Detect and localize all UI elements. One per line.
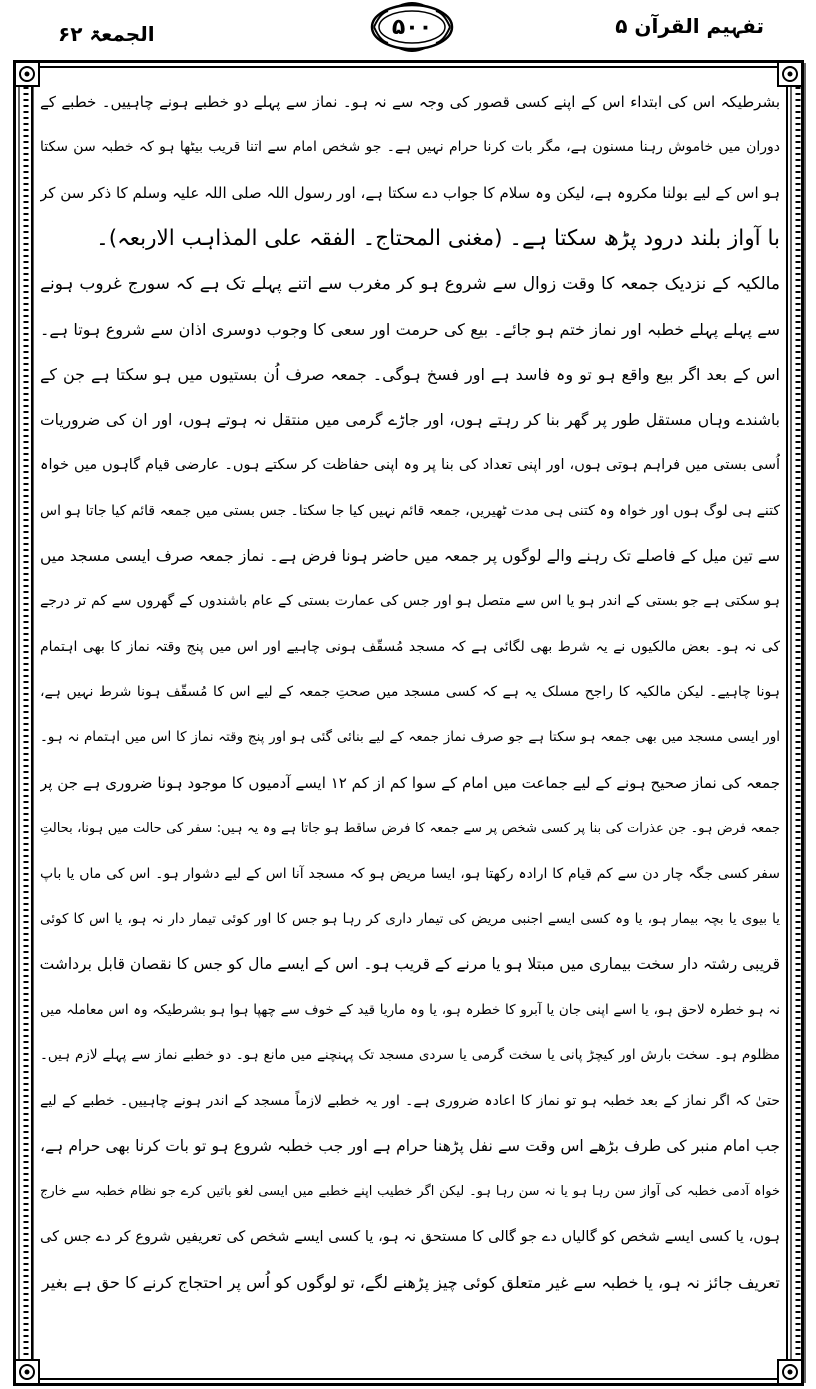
text-line: سے پہلے پہلے خطبہ اور نماز ختم ہو جائے۔ بیع کی حرمت اور سعی کا وجوب دوسری اذان سے شروع ہوتا ہے۔ [40,319,780,339]
text-line: مالکیہ کے نزدیک جمعہ کا وقت زوال سے شروع ہو کر مغرب سے اتنے پہلے تک ہے کہ سورج غروب ہونے [40,273,780,294]
corner-ornament-icon [776,60,804,88]
surah-title: الجمعۃ ۶۲ [58,22,155,46]
text-line: ہو سکتی ہے جو بستی کے اندر ہو یا اس سے متصل ہو اور جس کی عمارت بستی کے عام باشندوں کے گھروں سے کم تر درجے [40,593,780,610]
text-line: دوران میں خاموش رہنا مسنون ہے، مگر بات کرنا حرام نہیں ہے۔ جو شخص امام سے اتنا قریب بیٹھا ہو کہ خطبہ سن سکتا [40,139,780,156]
page-header [0,0,816,62]
text-line: مظلوم ہو۔ سخت بارش اور کیچڑ پانی یا سخت گرمی یا سردی مسجد تک پہنچنے میں مانع ہو۔ دو خطبے نماز سے پہلے لازم ہیں۔ [40,1047,780,1064]
text-line: ہونا چاہیے۔ لیکن مالکیہ کا راجح مسلک یہ ہے کہ کسی مسجد میں صحتِ جمعہ کے لیے اس کا مُسقّف ہونا شرط نہیں ہے، [40,684,780,701]
book-title: تفہیم القرآن ۵ [615,14,764,38]
text-line: قریبی رشتہ دار سخت بیماری میں مبتلا ہو یا مرنے کے قریب ہو۔ اس کے ایسے مال کو جس کا نقصان قابل برداشت [40,955,780,974]
corner-ornament-icon [13,1358,41,1386]
corner-ornament-icon [776,1358,804,1386]
text-line: سفر کسی جگہ چار دن سے کم قیام کا ارادہ رکھتا ہو، ایسا مریض ہو کہ مسجد آنا اس کے لیے دشوار ہو۔ اس کی ماں یا باپ [40,865,780,882]
text-line: جمعہ کی نماز صحیح ہونے کے لیے جماعت میں امام کے سوا کم از کم ۱۲ ایسے آدمیوں کا موجود ہونا ضروری ہے جن پر [40,773,780,792]
text-line: خواہ آدمی خطبہ کی آواز سن رہا ہو یا نہ سن رہا ہو۔ لیکن اگر خطیب اپنے خطبے میں ایسی لغو باتیں کرے جو نظام خطبہ سے خارج [40,1184,780,1200]
text-line: یا بیوی یا بچہ بیمار ہو، یا وہ کسی ایسے اجنبی مریض کی تیمار داری کر رہا ہو جس کا اور کوئی تیمار دار نہ ہو، یا اس کا کوئی [40,911,780,928]
border-ornament-right [788,63,808,1383]
text-line: ہو اس کے لیے بولنا مکروہ ہے، لیکن وہ سلام کا جواب دے سکتا ہے، اور رسول اللہ صلی اللہ علیہ وسلم کا ذکر سن کر [40,183,780,202]
text-line: اس کے بعد اگر بیع واقع ہو تو وہ فاسد ہے اور فسخ ہوگی۔ جمعہ صرف اُن بستیوں میں ہو سکتا ہے جن کے [40,365,780,385]
text-line: حتیٰ کہ اگر نماز کے بعد خطبہ ہو تو نماز کا اعادہ ضروری ہے۔ اور یہ خطبے لازماً مسجد کے اندر ہونے چاہییں۔ خطبے کے لیے [40,1092,780,1109]
text-line: ہوں، یا کسی ایسے شخص کو گالیاں دے جو گالی کا مستحق نہ ہو، یا کسی ایسے شخص کی تعریفیں شروع کر دے جس کی [40,1228,780,1245]
page-body-text [40,80,780,1376]
corner-ornament-icon [13,60,41,88]
text-line: کی نہ ہو۔ بعض مالکیوں نے یہ شرط بھی لگائی ہے کہ مسجد مُسقّف ہونی چاہیے اور اس میں پنج وقتہ نماز کا بھی اہتمام [40,638,780,655]
text-line: اُسی بستی میں فراہم ہوتی ہوں، اور اپنی تعداد کی بنا پر وہ اپنی حفاظت کر سکتے ہوں۔ عارضی قیام گاہوں میں خواہ [40,457,780,474]
text-line: بشرطیکہ اس کی ابتداء اس کے اپنے کسی قصور کی وجہ سے نہ ہو۔ نماز سے پہلے دو خطبے ہونے چاہییں۔ خطبے کے [40,93,780,111]
page-number: ۵۰۰ [391,15,433,40]
text-line: با آواز بلند درود پڑھ سکتا ہے۔ (مغنی المحتاج۔ الفقہ علی المذاہب الاربعہ)۔ [96,226,780,252]
text-line: کتنے ہی لوگ ہوں اور خواہ وہ کتنی ہی مدت ٹھیریں، جمعہ قائم نہیں کیا جا سکتا۔ جس بستی میں جمعہ قائم کیا جاتا ہو اس [40,502,780,519]
text-line: نہ ہو خطرہ لاحق ہو، یا اسے اپنی جان یا آبرو کا خطرہ ہو، یا وہ ماریا قید کے خوف سے چھپا ہوا ہو بشرطیکہ وہ اس معاملہ میں [40,1001,780,1018]
text-line: تعریف جائز نہ ہو، یا خطبہ سے غیر متعلق کوئی چیز پڑھنے لگے، تو لوگوں کو اُس پر احتجاج کرنے کا حق ہے بغیر [41,1273,780,1293]
text-line: باشندے وہاں مستقل طور پر گھر بنا کر رہتے ہوں، اور جاڑے گرمی میں منتقل نہ ہوتے ہوں، اور ان کی ضروریات [40,410,780,429]
text-line: سے تین میل کے فاصلے تک رہنے والے لوگوں پر جمعہ میں حاضر ہونا فرض ہے۔ نماز جمعہ صرف ایسی مسجد میں [40,546,780,565]
page-number-ornament [369,2,455,52]
text-line: اور ایسی مسجد میں بھی جمعہ ہو سکتا ہے جو صرف نماز جمعہ کے لیے بنائی گئی ہو اور پنج وقتہ نماز کا اس میں اہتمام نہ ہو۔ [40,729,780,746]
text-line: جب امام منبر کی طرف بڑھے اس وقت سے نفل پڑھنا حرام ہے اور جب خطبہ شروع ہو تو بات کرنا بھی حرام ہے، [40,1136,780,1155]
border-ornament-left [16,63,36,1383]
text-line: جمعہ فرض ہو۔ جن عذرات کی بنا پر کسی شخص پر سے جمعہ کا فرض ساقط ہو جاتا ہے وہ یہ ہیں: سفر کی حالت میں ہونا، بحالتِ [40,821,780,837]
